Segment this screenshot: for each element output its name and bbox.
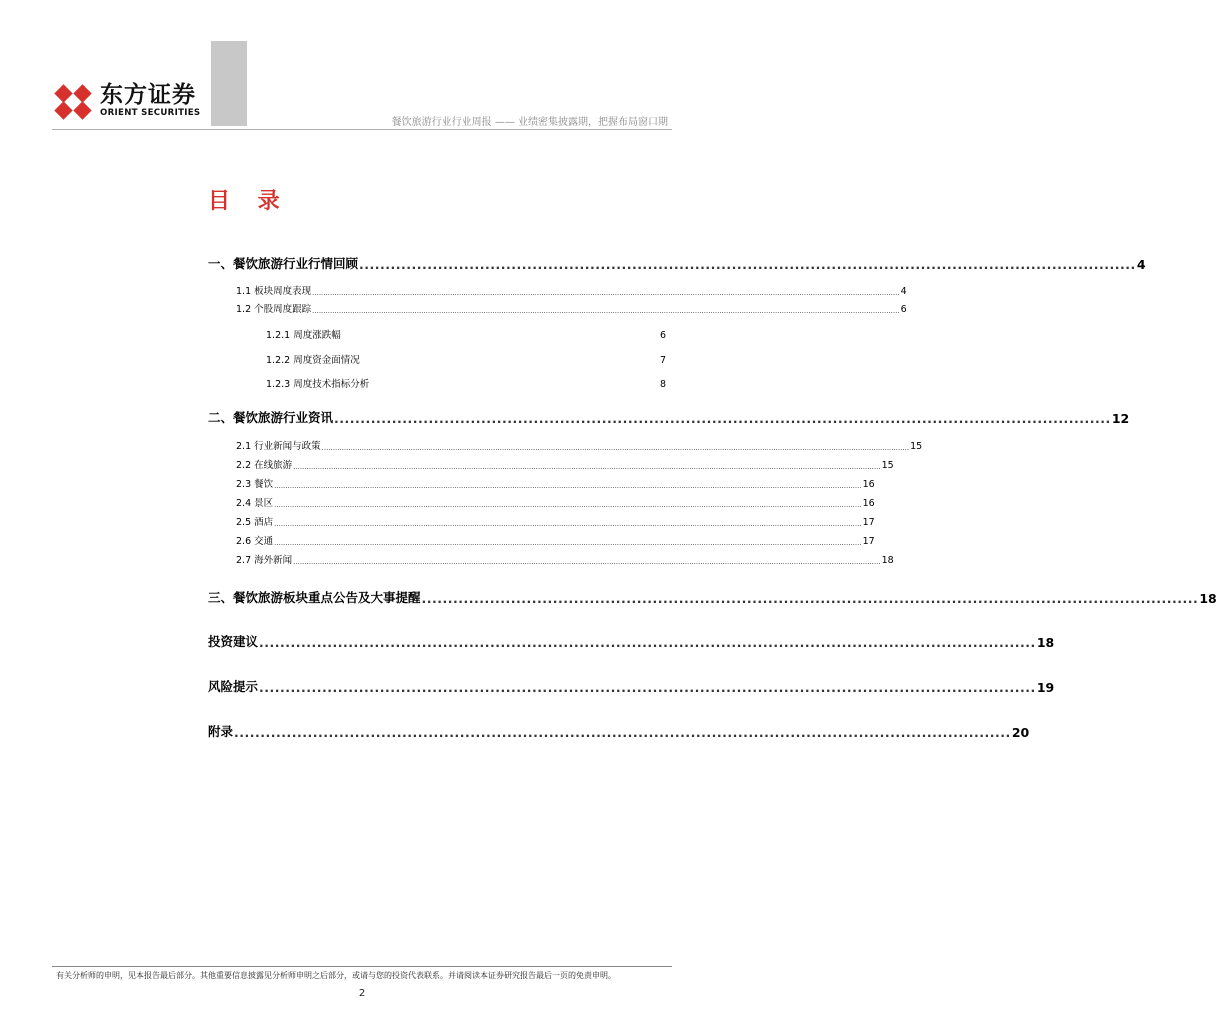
toc-leader-dots: .................................................................................................................................................... [259, 680, 1036, 695]
toc-leader-dots: ........................................................................................................................................................................................................................................................................ [312, 289, 900, 297]
toc-entry[interactable] [236, 495, 875, 509]
toc-entry-label: 2.3 餐饮 [236, 479, 274, 490]
toc-leader-dots: ........................................................................................................................................................................................................................................................................ [312, 307, 900, 315]
toc-entry[interactable] [236, 514, 875, 528]
toc-leader-dots: ........................................................................................................................................................................................................................................................................ [274, 520, 862, 528]
toc-entry-label: 1.2.1 周度涨跌幅 [266, 330, 341, 341]
toc-entry-label: 1.2.2 周度资金面情况 [266, 355, 360, 366]
brand-name-en: ORIENT SECURITIES [100, 108, 201, 118]
toc-entry-page: 15 [881, 460, 894, 471]
toc-leader-dots: .................................................................................................................................................... [334, 411, 1111, 426]
toc-leader-dots: ........................................................................................................................................................................................................................................................................ [293, 558, 881, 566]
toc-entry-label: 2.1 行业新闻与政策 [236, 441, 321, 452]
toc-entry[interactable] [208, 675, 1055, 695]
toc-entry-page: 16 [862, 479, 875, 490]
toc-entry-page: 17 [862, 536, 875, 547]
toc-entry-label: 附录 [208, 724, 234, 739]
toc-entry-page: 20 [1011, 725, 1030, 740]
toc-leader-dots: ........................................................................................................................................................................................................................................................................ [274, 482, 862, 490]
toc-entry[interactable] [236, 301, 907, 315]
toc-entry-label: 2.7 海外新闻 [236, 555, 293, 566]
toc-entry-page: 18 [1199, 591, 1217, 606]
toc-entry-label: 2.5 酒店 [236, 517, 274, 528]
toc-entry[interactable] [208, 586, 1217, 606]
toc-entry-page: 8 [659, 379, 666, 390]
toc-entry[interactable] [266, 376, 666, 390]
toc-entry-page: 6 [900, 304, 907, 315]
toc-entry-label: 风险提示 [208, 679, 259, 694]
toc-entry-label: 投资建议 [208, 634, 259, 649]
toc-entry[interactable] [208, 406, 1130, 426]
toc-entry-page: 18 [1036, 635, 1055, 650]
toc-entry-label: 1.2 个股周度跟踪 [236, 304, 312, 315]
toc-leader-dots: .................................................................................................................................................... [234, 725, 1011, 740]
toc-entry-label: 一、餐饮旅游行业行情回顾 [208, 256, 359, 271]
toc-entry-label: 2.4 景区 [236, 498, 274, 509]
orient-logo-icon [52, 82, 96, 122]
toc-entry-page: 7 [659, 355, 666, 366]
toc-entry-page: 4 [900, 286, 907, 297]
toc-entry[interactable] [236, 283, 907, 297]
toc-leader-dots: ........................................................................................................................................................................................................................................................................ [321, 444, 910, 452]
toc-entry-label: 2.2 在线旅游 [236, 460, 293, 471]
toc-entry-page: 16 [862, 498, 875, 509]
toc-entry-label: 1.1 板块周度表现 [236, 286, 312, 297]
report-title: 餐饮旅游行业行业周报 —— 业绩密集披露期，把握布局窗口期 [391, 117, 668, 128]
toc-title: 目 录 [208, 189, 290, 214]
toc-entry-page: 6 [659, 330, 666, 341]
toc-entry[interactable] [208, 720, 1030, 740]
toc-leader-dots: .................................................................................................................................................... [421, 591, 1199, 606]
toc-entry-label: 1.2.3 周度技术指标分析 [266, 379, 370, 390]
header-grey-bar [211, 41, 247, 126]
toc-entry[interactable] [208, 630, 1055, 650]
toc-entry[interactable] [208, 252, 1146, 272]
toc-leader-dots: ........................................................................................................................................................................................................................................................................ [293, 463, 881, 471]
toc-entry-page: 18 [881, 555, 894, 566]
toc-entry-page: 15 [910, 441, 923, 452]
header-divider [52, 129, 672, 130]
page-number: 2 [358, 988, 366, 999]
toc-leader-dots: ........................................................................................................................................................................................................................................................................ [274, 539, 862, 547]
toc-leader-dots: ........................................................................................................................................................................................................................................................................ [274, 501, 862, 509]
toc-entry[interactable] [236, 438, 923, 452]
toc-entry[interactable] [236, 476, 875, 490]
toc-entry[interactable] [236, 457, 894, 471]
footer-disclaimer: 有关分析师的申明，见本报告最后部分。其他重要信息披露见分析师申明之后部分，或请与您的投资代表联系。并请阅读本证券研究报告最后一页的免责申明。 [56, 971, 616, 980]
toc-entry-page: 12 [1111, 411, 1130, 426]
toc-entry-label: 二、餐饮旅游行业资讯 [208, 410, 334, 425]
toc-entry[interactable] [236, 533, 875, 547]
toc-entry-page: 17 [862, 517, 875, 528]
toc-entry-label: 2.6 交通 [236, 536, 274, 547]
company-logo [52, 82, 212, 122]
toc-leader-dots: .................................................................................................................................................... [259, 635, 1036, 650]
toc-entry-page: 4 [1136, 257, 1146, 272]
brand-name-cn: 东方证券 [100, 82, 196, 108]
toc-entry-page: 19 [1036, 680, 1055, 695]
footer-divider [52, 966, 672, 967]
toc-entry-label: 三、餐饮旅游板块重点公告及大事提醒 [208, 590, 421, 605]
toc-entry[interactable] [266, 327, 666, 341]
toc-entry[interactable] [236, 552, 894, 566]
toc-entry[interactable] [266, 352, 666, 366]
toc-leader-dots: .................................................................................................................................................... [359, 257, 1136, 272]
